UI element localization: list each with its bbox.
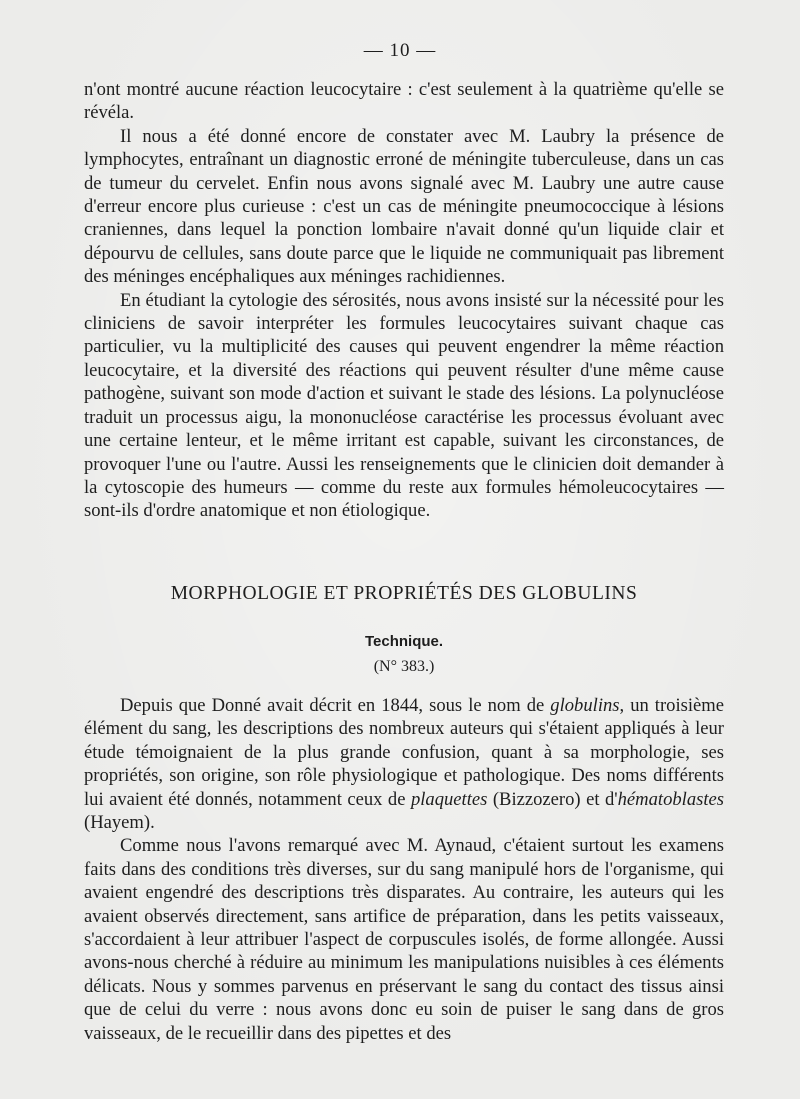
paragraph-continuation: n'ont montré aucune réaction leucocytaire : c'est seulement à la quatrième qu'elle se révéla. xyxy=(84,79,724,124)
section-subheading: Technique. xyxy=(364,633,444,650)
top-text-block xyxy=(84,78,724,523)
paragraph-donne xyxy=(84,694,724,834)
paragraph-laubry: Il nous a été donné encore de constater avec M. Laubry la présence de lymphocytes, entraînant un diagnostic erroné de méningite tuberculeuse, dans un cas de tumeur du cervelet. Enfin nous avons signalé avec M. Laubry une autre cause d'erreur encore plus curieuse : c'est un cas de méningite pneumococcique à lésions craniennes, dans lequel la ponction lombaire n'avait donné qu'un liquide clair et dépourvu de cellules, sans doute parce que le liquide ne communiquait pas librement des méninges encéphaliques aux méninges rachidiennes. xyxy=(84,125,724,288)
page-number: — 10 — xyxy=(363,40,437,61)
text-run: , un troisième élément du sang, les descriptions des nombreux auteurs qui s'étaient appliqués à leur étude témoignaient de la plus grande confusion, quant à sa morphologie, ses propriétés, son origine, son rôle physiologique et pathologique. Des noms différents lui avaient été donnés, notamment ceux de xyxy=(84,695,724,810)
bottom-text-block xyxy=(84,694,724,1045)
term-globulins: globulins xyxy=(550,695,620,716)
section-heading: MORPHOLOGIE ET PROPRIÉTÉS DES GLOBULINS xyxy=(170,583,638,604)
text-run: (Bizzozero) et d' xyxy=(487,788,618,810)
note-number: (N° 383.) xyxy=(373,658,435,675)
text-run: Depuis que Donné avait décrit en 1844, sous le nom de xyxy=(120,695,551,716)
text-run: (Hayem). xyxy=(84,812,155,834)
paragraph-cytologie: En étudiant la cytologie des sérosités, nous avons insisté sur la nécessité pour les cliniciens de savoir interpréter les formules leucocytaires suivant chaque cas particulier, vu la multiplicité des causes qui peuvent engendrer la même réaction leucocytaire, et la diversité des réactions qui peuvent résulter d'une même cause pathogène, suivant son mode d'action et suivant le stade des lésions. La polynucléose traduit un processus aigu, la mononucléose caractérise les processus évoluant avec une certaine lenteur, et le même irritant est capable, suivant les circonstances, de provoquer l'une ou l'autre. Aussi les renseignements que le clinicien doit demander à la cytoscopie des humeurs — comme du reste aux formules hémoleucocytaires — sont-ils d'ordre anatomique et non étiologique. xyxy=(84,289,724,522)
term-plaquettes: plaquettes xyxy=(410,788,488,810)
term-hematoblastes: hématoblastes xyxy=(617,788,725,810)
paragraph-aynaud: Comme nous l'avons remarqué avec M. Aynaud, c'étaient surtout les examens faits dans des conditions très diverses, sur du sang manipulé hors de l'organisme, qui avaient engendré des descriptions très disparates. Au contraire, les auteurs qui les avaient observés directement, sans artifice de préparation, dans les petits vaisseaux, s'accordaient à leur attribuer l'aspect de corpuscules isolés, de forme allongée. Aussi avons-nous cherché à réduire au minimum les manipulations nuisibles à ces éléments délicats. Nous y sommes parvenus en préservant le sang du contact des tissus ainsi que de celui du verre : nous avons donc eu soin de puiser le sang dans de gros vaisseaux, de le recueillir dans des pipettes et des xyxy=(84,835,724,1044)
